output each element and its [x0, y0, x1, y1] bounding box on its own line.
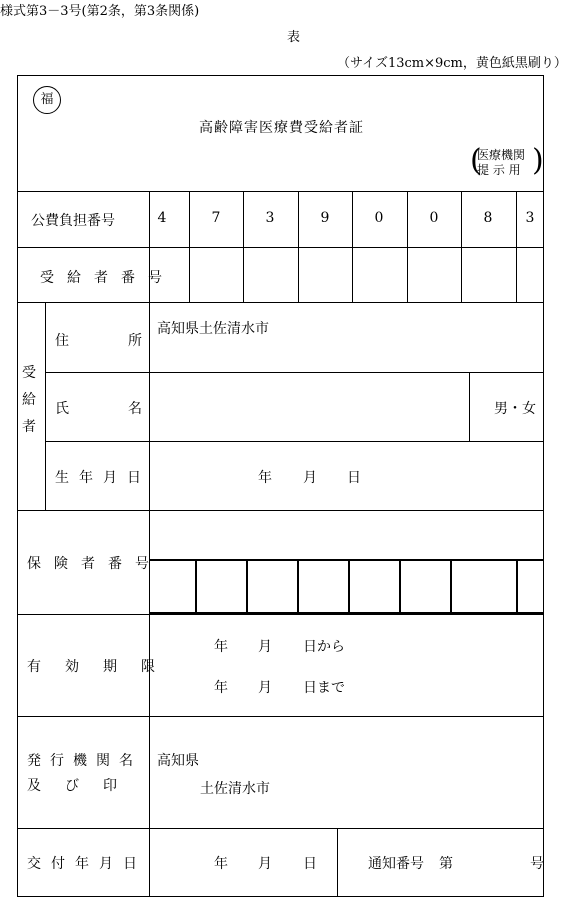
public-payer-label: 公費負担番号 — [31, 213, 115, 229]
public-payer-digit: 9 — [320, 210, 330, 226]
presentation-bottom: 提 示 用 — [477, 163, 521, 177]
address-label-1: 住 — [55, 333, 69, 349]
validity-label: 有効期限 — [27, 659, 179, 675]
address-label-2: 所 — [128, 333, 142, 349]
public-payer-digit: 0 — [374, 210, 384, 226]
validity-month-2: 月 — [258, 680, 272, 696]
validity-until: 日まで — [303, 680, 345, 696]
public-payer-digit: 3 — [265, 210, 275, 226]
issuer-label-1: 発行機関名 — [27, 753, 142, 769]
issue-day: 日 — [303, 856, 317, 872]
issue-year: 年 — [214, 856, 228, 872]
name-label-2: 名 — [128, 401, 142, 417]
card-title: 高齢障害医療費受給者証 — [199, 120, 364, 136]
insurer-number-label: 保険者番号 — [27, 556, 162, 572]
birth-date-label: 生年月日 — [55, 470, 151, 486]
name-label-1: 氏 — [55, 401, 69, 417]
validity-year-2: 年 — [214, 680, 228, 696]
public-payer-digit: 3 — [525, 210, 535, 226]
birth-year: 年 — [258, 470, 272, 486]
notice-number-label: 通知番号 — [368, 856, 424, 872]
public-payer-digit: 8 — [483, 210, 493, 226]
validity-from: 日から — [303, 639, 345, 655]
issuer-label-2: 及び印 — [27, 778, 141, 794]
notice-dai: 第 — [439, 856, 453, 872]
issuer-prefecture: 高知県 — [157, 753, 199, 769]
validity-year-1: 年 — [214, 639, 228, 655]
birth-day: 日 — [347, 470, 361, 486]
recipient-group-label: 受給者 — [22, 365, 36, 435]
recipient-number-label: 受給者番号 — [40, 270, 175, 286]
public-payer-digit: 4 — [157, 210, 167, 226]
public-payer-digit: 7 — [211, 210, 221, 226]
notice-go: 号 — [530, 856, 544, 872]
presentation-top: 医療機関 — [477, 148, 526, 162]
side-label: 表 — [287, 30, 301, 45]
address-value: 高知県土佐清水市 — [157, 321, 269, 337]
issuer-city: 土佐清水市 — [200, 781, 270, 797]
public-payer-digit: 0 — [429, 210, 439, 226]
birth-month: 月 — [303, 470, 317, 486]
gender-value: 男・女 — [494, 401, 536, 417]
issue-date-label: 交付年月日 — [27, 856, 147, 872]
form-number: 様式第3－3号(第2条，第3条関係) — [0, 4, 200, 19]
validity-month-1: 月 — [258, 639, 272, 655]
welfare-mark-icon: 福 — [33, 86, 61, 114]
issue-month: 月 — [258, 856, 272, 872]
size-note: （サイズ13cm×9cm，黄色紙黒刷り） — [337, 56, 567, 71]
